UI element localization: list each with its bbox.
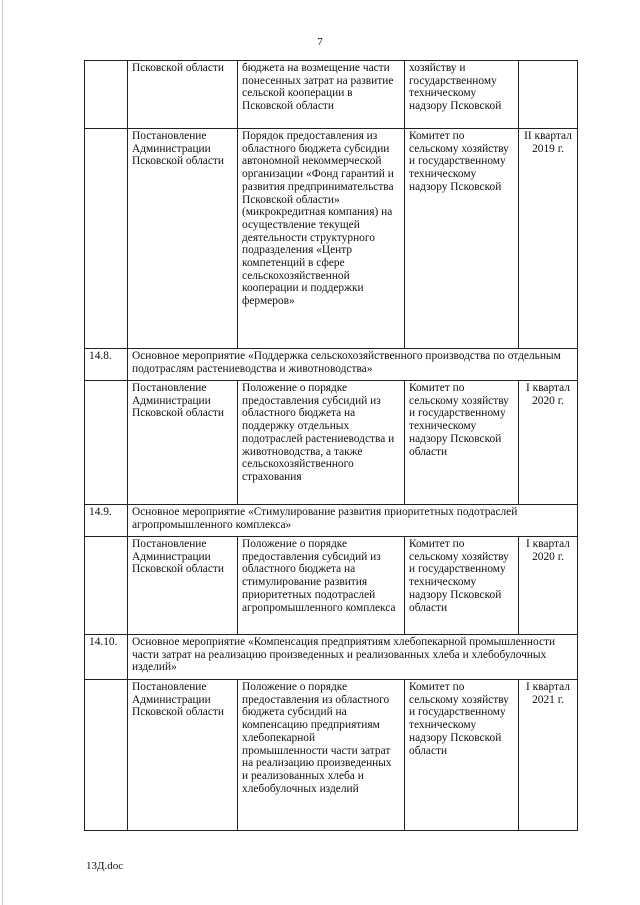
table-row <box>85 61 578 129</box>
scan-edge <box>2 0 3 905</box>
document-type-cell: Псковской области <box>128 61 238 129</box>
responsible-cell: Комитет по сельскому хозяйству и государственному техническому надзору Псковской области <box>405 680 519 831</box>
section-row <box>85 505 578 537</box>
row-number-cell <box>85 537 128 635</box>
measures-table <box>84 60 578 831</box>
document-name-cell: Положение о порядке предоставления субсидий из областного бюджета на поддержку отдельных подотраслей растениеводства и животноводства, а также сельскохозяйственного страхования <box>238 381 405 505</box>
section-row <box>85 349 578 381</box>
responsible-cell: Комитет по сельскому хозяйству и государственному техническому надзору Псковской <box>405 129 519 349</box>
document-name-cell: Порядок предоставления из областного бюджета субсидии автономной некоммерческой организации «Фонд гарантий и развития предпринимательства Псковской области» (микрокредитная компания) на осуществление текущей деятельности структурного подразделения «Центр компетенций в сфере сельскохозяйственной кооперации и поддержки фермеров» <box>238 129 405 349</box>
section-title-cell: Основное мероприятие «Поддержка сельскохозяйственного производства по отдельным подотраслям растениеводства и животноводства» <box>128 349 578 381</box>
document-name-cell: Положение о порядке предоставления из областного бюджета субсидий на компенсацию предприятиям хлебопекарной промышленности части затрат на реализацию произведенных и реализованных хлеба и хлебобулочных изделий <box>238 680 405 831</box>
deadline-cell: I квартал 2020 г. <box>519 537 578 635</box>
document-type-cell: Постановление Администрации Псковской области <box>128 680 238 831</box>
footer-filename: 13Д.doc <box>86 860 124 872</box>
responsible-cell: хозяйству и государственному техническому надзору Псковской <box>405 61 519 129</box>
document-name-cell: Положение о порядке предоставления субсидий из областного бюджета на стимулирование развития приоритетных подотраслей агропромышленного комплекса <box>238 537 405 635</box>
deadline-cell <box>519 61 578 129</box>
table-row <box>85 129 578 349</box>
table-row <box>85 537 578 635</box>
page-number: 7 <box>317 36 323 48</box>
row-number-cell <box>85 129 128 349</box>
row-number-cell <box>85 61 128 129</box>
responsible-cell: Комитет по сельскому хозяйству и государственному техническому надзору Псковской области <box>405 537 519 635</box>
section-number-cell: 14.8. <box>85 349 128 381</box>
table-row <box>85 680 578 831</box>
section-title-cell: Основное мероприятие «Стимулирование развития приоритетных подотраслей агропромышленного комплекса» <box>128 505 578 537</box>
section-row <box>85 635 578 680</box>
row-number-cell <box>85 680 128 831</box>
deadline-cell: I квартал 2020 г. <box>519 381 578 505</box>
document-type-cell: Постановление Администрации Псковской области <box>128 537 238 635</box>
section-number-cell: 14.9. <box>85 505 128 537</box>
document-type-cell: Постановление Администрации Псковской области <box>128 129 238 349</box>
section-number-cell: 14.10. <box>85 635 128 680</box>
deadline-cell: II квартал 2019 г. <box>519 129 578 349</box>
document-name-cell: бюджета на возмещение части понесенных затрат на развитие сельской кооперации в Псковской области <box>238 61 405 129</box>
section-title-cell: Основное мероприятие «Компенсация предприятиям хлебопекарной промышленности части затрат на реализацию произведенных и реализованных хлеба и хлебобулочных изделий» <box>128 635 578 680</box>
row-number-cell <box>85 381 128 505</box>
document-type-cell: Постановление Администрации Псковской области <box>128 381 238 505</box>
table-row <box>85 381 578 505</box>
deadline-cell: I квартал 2021 г. <box>519 680 578 831</box>
responsible-cell: Комитет по сельскому хозяйству и государственному техническому надзору Псковской области <box>405 381 519 505</box>
